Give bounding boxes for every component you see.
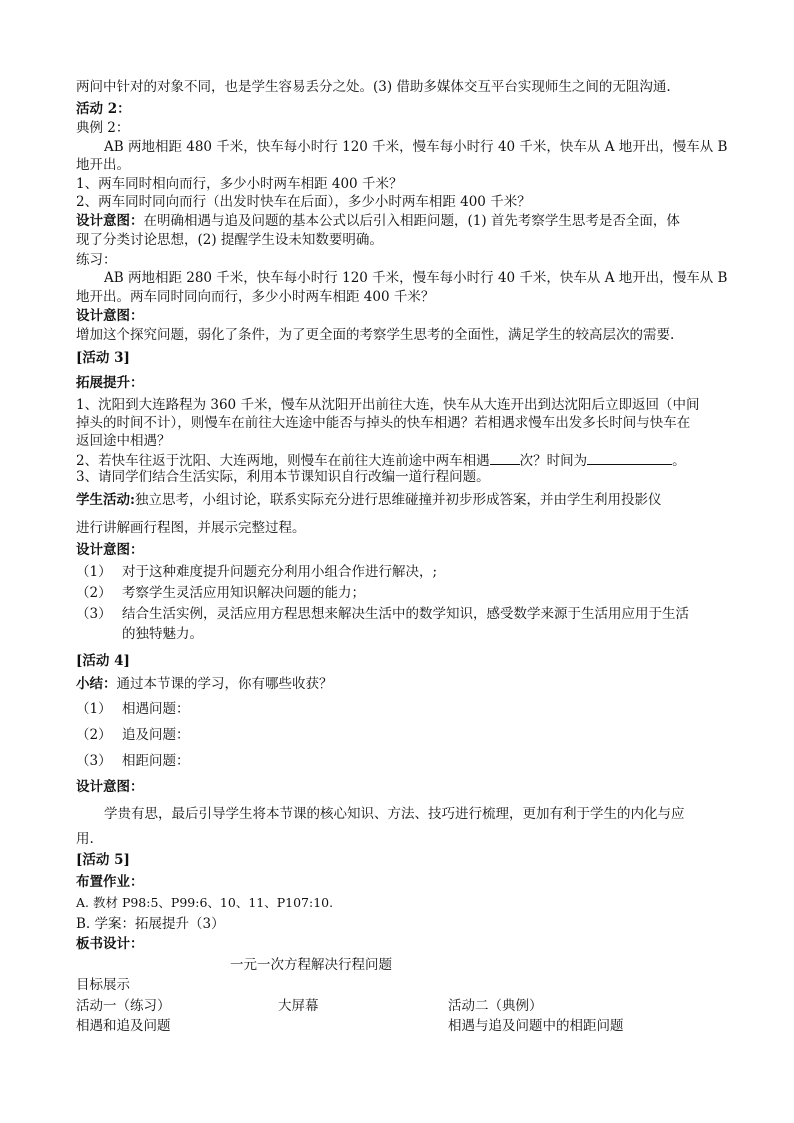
extension-q2-text-b: 次？时间为: [519, 453, 588, 469]
activity2-heading: 活动 2：: [76, 101, 131, 117]
summary-item-3-text: 相距问题：: [122, 753, 190, 769]
summary-item-1-text: 相遇问题：: [122, 701, 190, 717]
summary-line: [76, 675, 333, 693]
board-col3-line2: 相遇与追及问题中的相距问题: [448, 1018, 624, 1034]
activity4-intent-label: 设计意图：: [76, 779, 144, 795]
board-design-label: 板书设计：: [76, 936, 144, 952]
design-intent-label-2: 设计意图：: [76, 308, 144, 324]
practice-label: 练习：: [76, 252, 117, 268]
board-col1-line2: 相遇和追及问题: [76, 1018, 171, 1034]
activity4-intent-line2: 用.: [76, 831, 94, 847]
example2-text-line2: 地开出。: [76, 157, 130, 173]
design-intent-text: 在明确相遇与追及问题的基本公式以后引入相距问题，(1) 首先考察学生思考是否全面，体: [143, 213, 680, 229]
student-activity-line2: 进行讲解画行程图，并展示完整过程。: [76, 520, 306, 536]
extension-q1-line3: 返回途中相遇？: [76, 433, 171, 449]
activity4-heading: [活动 4]: [76, 653, 130, 669]
extension-q1-line2: 掉头的时间不计），则慢车在前往大连途中能否与掉头的快车相遇？若相遇求慢车出发多长时间与快车在: [76, 415, 691, 431]
example2-label: 典例 2：: [76, 120, 130, 136]
homework-label: 布置作业：: [76, 874, 144, 890]
design-intent-text-2: 增加这个探究问题，弱化了条件，为了更全面的考察学生思考的全面性，满足学生的较高层次的需要.: [76, 327, 675, 343]
activity3-intent-label: 设计意图：: [76, 542, 144, 558]
activity4-intent-line1: 学贵有思，最后引导学生将本节课的核心知识、方法、技巧进行梳理，更加有利于学生的内化与应: [104, 806, 685, 822]
board-col3-line1: 活动二（典例）: [448, 998, 543, 1014]
summary-label: 小结：: [76, 676, 117, 692]
practice-text-line2: 地开出。两车同时同向而行，多少小时两车相距 400 千米？: [76, 289, 435, 305]
board-title: 一元一次方程解决行程问题: [230, 957, 392, 973]
intent-item-3-text: 结合生活实例，灵活应用方程思想来解决生活中的数学知识，感受数学来源于生活用应用于生活: [122, 606, 689, 622]
summary-item-3-num: （3）: [76, 753, 112, 769]
intro-continuation: 两问中针对的对象不同，也是学生容易丢分之处。(3) 借助多媒体交互平台实现师生之间的无阻沟通.: [76, 79, 671, 95]
extension-q1-line1: 1、沈阳到大连路程为 360 千米，慢车从沈阳开出前往大连，快车从大连开出到达沈阳后立即返回（中间: [76, 397, 700, 413]
activity2-intent-line1: [76, 212, 680, 230]
summary-item-2-num: （2）: [76, 727, 112, 743]
board-goal: 目标展示: [76, 977, 130, 993]
homework-item-b: B. 学案：拓展提升（3）: [76, 916, 225, 932]
answer-blank-count: [490, 450, 520, 465]
activity2-intent-line2: 现了分类讨论思想，(2) 提醒学生设未知数要明确。: [76, 232, 383, 248]
homework-item-a: A. 教材 P98:5、P99:6、10、11、P107:10.: [76, 895, 334, 910]
intent-item-2-text: 考察学生灵活应用知识解决问题的能力；: [122, 585, 365, 601]
student-activity-label: 学生活动:: [76, 492, 135, 508]
extension-q2-text-c: 。: [672, 453, 686, 469]
summary-text: 通过本节课的学习，你有哪些收获？: [116, 676, 333, 692]
example2-text-line1: AB 两地相距 480 千米，快车每小时行 120 千米，慢车每小时行 40 千米，快车从 A 地开出，慢车从 B: [104, 139, 728, 155]
extension-q3: 3、请同学们结合生活实际，利用本节课知识自行改编一道行程问题。: [76, 469, 490, 485]
design-intent-label: 设计意图：: [76, 213, 144, 229]
student-activity-text: 独立思考，小组讨论，联系实际充分进行思维碰撞并初步形成答案，并由学生利用投影仪: [134, 492, 662, 508]
board-col1-line1: 活动一（练习）: [76, 998, 171, 1014]
answer-blank-time: [587, 450, 672, 465]
summary-item-1-num: （1）: [76, 701, 112, 717]
summary-item-2-text: 追及问题：: [122, 727, 190, 743]
intent-item-2-num: （2）: [76, 585, 112, 601]
activity3-heading: [活动 3]: [76, 350, 130, 366]
extension-q2: [76, 450, 686, 470]
intent-item-1-text: 对于这种难度提升问题充分利用小组合作进行解决，;: [122, 564, 438, 580]
example2-question2: 2、两车同时同向而行（出发时快车在后面），多少小时两车相距 400 千米？: [76, 194, 531, 210]
extension-q2-text-a: 2、若快车往返于沈阳、大连两地，则慢车在前往大连前途中两车相遇: [76, 453, 490, 469]
activity5-heading: [活动 5]: [76, 852, 130, 868]
intent-item-1-num: （1）: [76, 564, 112, 580]
board-col2-line1: 大屏幕: [278, 998, 319, 1014]
student-activity-line1: [76, 491, 661, 509]
practice-text-line1: AB 两地相距 280 千米，快车每小时行 120 千米，慢车每小时行 40 千米，快车从 A 地开出，慢车从 B: [104, 270, 728, 286]
extension-label: 拓展提升：: [76, 375, 144, 391]
example2-question1: 1、两车同时相向而行，多少小时两车相距 400 千米？: [76, 176, 403, 192]
intent-item-3-num: （3）: [76, 606, 112, 622]
intent-item-3-text-cont: 的独特魅力。: [122, 626, 203, 642]
